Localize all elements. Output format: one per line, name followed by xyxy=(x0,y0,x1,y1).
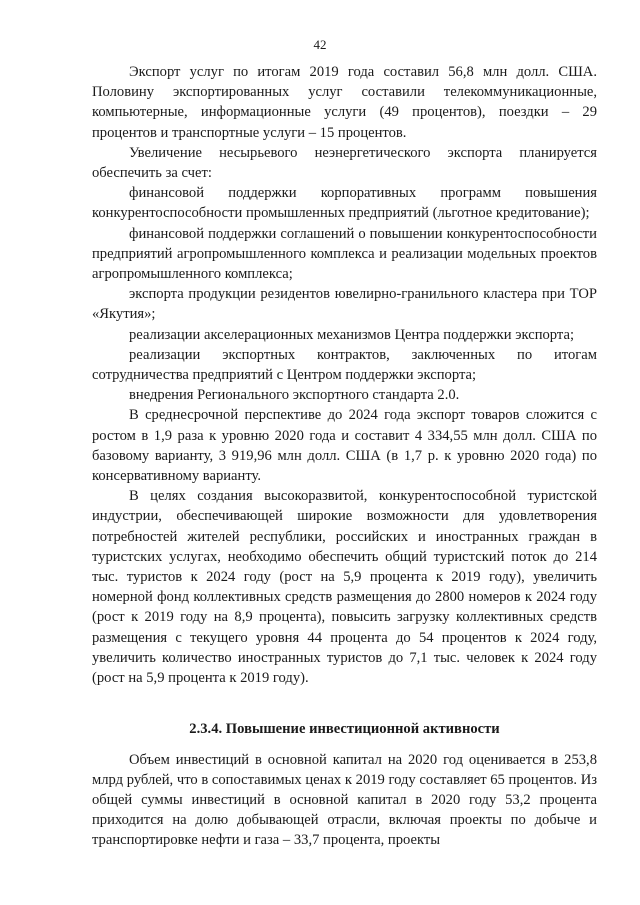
page-number: 42 xyxy=(313,37,327,52)
paragraph-investment: Объем инвестиций в основной капитал на 2020 год оценивается в 253,8 млрд рублей, что в сопоставимых ценах к 2019 году составляет 65 процентов. Из общей суммы инвестиций в основной капитал в 2020 году 53,2 процента приходится на долю добывающей отрасли, включая проекты по добыче и транспортировке нефти и газа – 33,7 процента, проекты xyxy=(92,751,597,849)
list-item-corporate-programs: финансовой поддержки корпоративных программ повышения конкурентоспособности промышленных предприятий (льготное кредитование); xyxy=(92,185,597,222)
section-heading: 2.3.4. Повышение инвестиционной активности xyxy=(189,721,500,738)
spacer xyxy=(92,688,597,719)
spacer xyxy=(92,740,597,750)
paragraph-nonresource-export: Увеличение несырьевого неэнергетического экспорта планируется обеспечить за счет: xyxy=(92,144,597,182)
list-item-export-standard: внедрения Регионального экспортного стандарта 2.0. xyxy=(129,387,460,404)
list-item-jewelry-cluster: экспорта продукции резидентов ювелирно-гранильного кластера при ТОР «Якутия»; xyxy=(92,286,597,323)
paragraph-tourism: В целях создания высокоразвитой, конкурентоспособной туристской индустрии, обеспечивающей широкие возможности для удовлетворения потребностей жителей республики, российских и иностранных граждан в туристских услугах, необходимо обеспечить общий туристский поток до 214 тыс. туристов к 2024 году (рост на 5,9 процента к 2019 году), увеличить номерной фонд коллективных средств размещения до 2800 номеров к 2024 году (рост к 2019 году на 8,9 процента), повысить загрузку коллективных средств размещения с текущего уровня 44 процента до 54 процентов к 2024 году, увеличить количество иностранных туристов до 7,1 тыс. человек к 2024 году (рост на 5,9 процента к 2019 году). xyxy=(92,488,597,687)
paragraph-services-export: Экспорт услуг по итогам 2019 года составил 56,8 млн долл. США. Половину экспортированных услуг составили телекоммуникационные, компьютерные, информационные услуги (49 процентов), поездки – 29 процентов и транспортные услуги – 15 процентов. xyxy=(92,64,597,141)
paragraph-export-forecast: В среднесрочной перспективе до 2024 года экспорт товаров сложится с ростом в 1,9 раза к уровню 2020 года и составит 4 334,55 млн долл. США по базовому варианту, 3 919,96 млн долл. США (в 1,7 р. к уровню 2020 года) по консервативному варианту. xyxy=(92,407,597,485)
list-item-acceleration: реализации акселерационных механизмов Центра поддержки экспорта; xyxy=(129,326,574,343)
list-item-export-contracts: реализации экспортных контрактов, заключенных по итогам сотрудничества предприятий с Центром поддержки экспорта; xyxy=(92,346,597,384)
list-item-agro-agreements: финансовой поддержки соглашений о повышении конкурентоспособности предприятий агропромышленного комплекса и реализации модельных проектов агропромышленного комплекса; xyxy=(92,225,597,283)
document-body xyxy=(92,62,597,851)
